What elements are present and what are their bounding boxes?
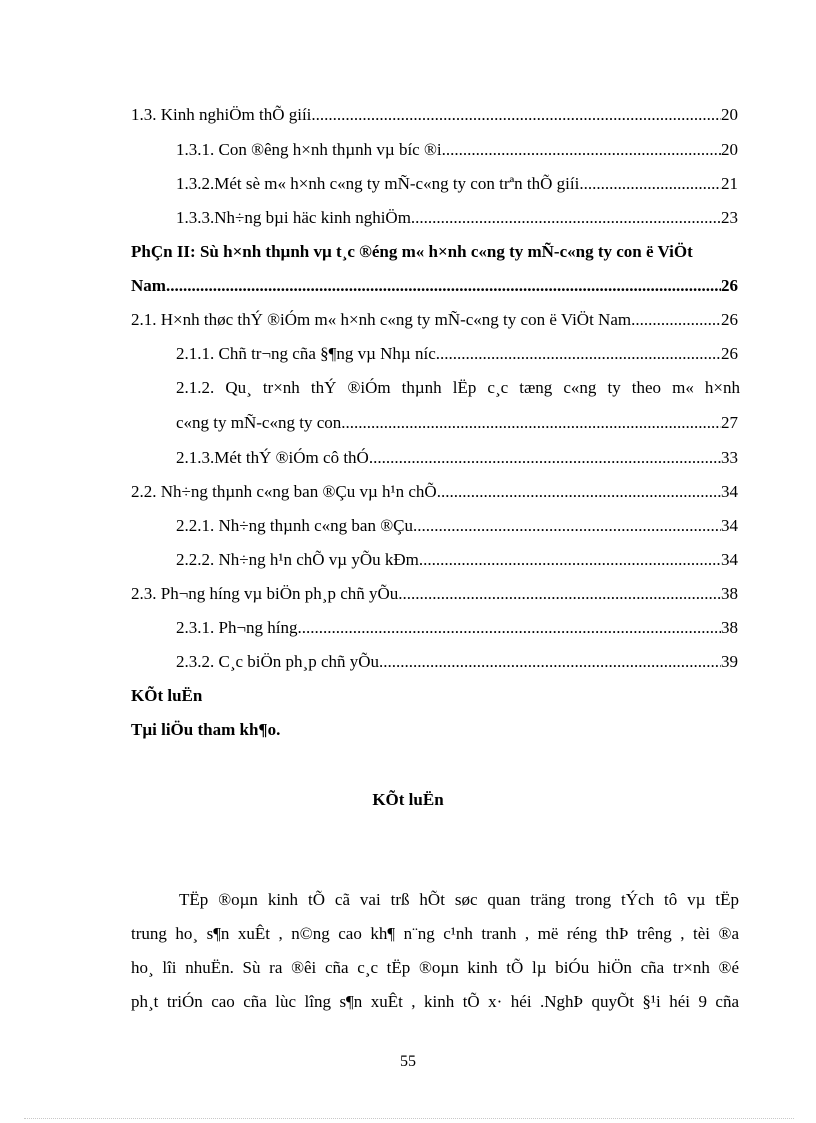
paragraph-line: trung ho¸ s¶n xuÊt , n©ng cao kh¶ n¨ng c¹nh tranh , më réng thÞ trêng , tèi ®a bbox=[131, 924, 739, 943]
section-heading: KÕt luËn bbox=[372, 790, 444, 809]
toc-entry-text: 2.3.2. C¸c biÖn ph¸p chñ yÕu bbox=[176, 652, 380, 671]
toc-page-number: 26 bbox=[721, 276, 738, 295]
toc-dot-leader bbox=[311, 103, 721, 127]
toc-page-number: 38 bbox=[721, 618, 738, 637]
toc-dot-leader bbox=[635, 308, 721, 332]
toc-entry-text: 1.3.1. Con ®êng h×nh thµnh vµ bíc ®i. bbox=[176, 140, 446, 159]
toc-dot-leader bbox=[415, 206, 721, 230]
toc-conclusion: KÕt luËn bbox=[131, 686, 203, 705]
paragraph-line: TËp ®oµn kinh tÕ cã vai trß hÕt søc quan träng trong tÝch tô vµ tËp bbox=[179, 890, 739, 909]
toc-entry-text: 2.2.2. Nh÷ng h¹n chÕ vµ yÕu kÐm bbox=[176, 550, 419, 569]
toc-dot-leader bbox=[446, 138, 721, 162]
paragraph-line: ph¸t triÓn cao cña lùc lîng s¶n xuÊt , kinh tÕ x· héi .NghÞ quyÕt §¹i héi 9 cña bbox=[131, 992, 739, 1011]
toc-entry-text: 1.3.2.Mét sè m« h×nh c«ng ty mÑ-c«ng ty con trªn thÕ giíi. bbox=[176, 174, 584, 193]
toc-entry-2-3 bbox=[131, 582, 738, 606]
toc-references: Tµi liÖu tham kh¶o. bbox=[131, 720, 281, 739]
toc-entry-1-3-3 bbox=[176, 206, 738, 230]
toc-part-2-title: PhÇn II: Sù h×nh thµnh vµ t¸c ®éng m« h×nh c«ng ty mÑ-c«ng ty con ë ViÖt bbox=[131, 242, 693, 261]
toc-entry-2-2 bbox=[131, 480, 738, 504]
toc-page-number: 34 bbox=[721, 516, 738, 535]
page-number: 55 bbox=[400, 1053, 416, 1070]
toc-entry-2-1-2-title: 2.1.2. Qu¸ tr×nh thÝ ®iÓm thµnh lËp c¸c tæng c«ng ty theo m« h×nh bbox=[176, 378, 740, 397]
toc-entry-text: 2.1.3.Mét thÝ ®iÓm cô thÓ bbox=[176, 448, 369, 467]
toc-dot-leader bbox=[437, 480, 721, 504]
toc-entry-2-2-1 bbox=[176, 514, 738, 538]
toc-dot-leader bbox=[341, 411, 721, 435]
toc-entry-2-1-3 bbox=[176, 446, 738, 470]
toc-page-number: 21 bbox=[721, 174, 738, 193]
toc-dot-leader bbox=[369, 446, 721, 470]
toc-entry-text: 2.3. Ph¬ng híng vµ biÖn ph¸p chñ yÕu bbox=[131, 584, 399, 603]
toc-entry-text: 2.2. Nh÷ng thµnh c«ng ban ®Çu vµ h¹n chÕ bbox=[131, 482, 437, 501]
toc-page-number: 23 bbox=[721, 208, 738, 227]
toc-entry-2-1 bbox=[131, 308, 738, 332]
toc-entry-text: 1.3. Kinh nghiÖm thÕ giíi bbox=[131, 105, 312, 124]
toc-entry-text: 2.1. H×nh thøc thÝ ®iÓm m« h×nh c«ng ty mÑ-c«ng ty con ë ViÖt Nam. bbox=[131, 310, 636, 329]
toc-page-number: 26 bbox=[721, 310, 738, 329]
toc-page-number: 34 bbox=[721, 550, 738, 569]
toc-dot-leader bbox=[419, 548, 721, 572]
toc-dot-leader bbox=[166, 274, 721, 298]
toc-entry-2-3-1 bbox=[176, 616, 738, 640]
toc-entry-text: Nam bbox=[131, 276, 166, 295]
toc-entry-2-3-2 bbox=[176, 650, 738, 674]
toc-page-number: 38 bbox=[721, 584, 738, 603]
toc-page-number: 20 bbox=[721, 105, 738, 124]
toc-page-number: 27 bbox=[721, 413, 738, 432]
toc-entry-text: 2.3.1. Ph¬ng híng bbox=[176, 618, 298, 637]
toc-dot-leader bbox=[584, 172, 721, 196]
toc-page-number: 34 bbox=[721, 482, 738, 501]
toc-page-number: 33 bbox=[721, 448, 738, 467]
toc-entry-2-2-2 bbox=[176, 548, 738, 572]
toc-entry-text: 2.1.1. Chñ tr¬ng cña §¶ng vµ Nhµ níc bbox=[176, 344, 436, 363]
toc-page-number: 20 bbox=[721, 140, 738, 159]
toc-page-number: 26 bbox=[721, 344, 738, 363]
toc-entry-text: 1.3.3.Nh÷ng bµi häc kinh nghiÖm. bbox=[176, 208, 416, 227]
toc-dot-leader bbox=[298, 616, 721, 640]
toc-entry-2-1-2 bbox=[176, 411, 738, 435]
toc-page-number: 39 bbox=[721, 652, 738, 671]
toc-dot-leader bbox=[436, 342, 721, 366]
toc-entry-1-3 bbox=[131, 103, 738, 127]
toc-entry-text: 2.2.1. Nh÷ng thµnh c«ng ban ®Çu bbox=[176, 516, 413, 535]
toc-dot-leader bbox=[398, 582, 721, 606]
paragraph-line: ho¸ lîi nhuËn. Sù ra ®êi cña c¸c tËp ®oµn kinh tÕ lµ biÓu hiÖn cña tr×nh ®é bbox=[131, 958, 739, 977]
toc-dot-leader bbox=[413, 514, 721, 538]
toc-dot-leader bbox=[379, 650, 721, 674]
page-bottom-divider bbox=[24, 1118, 794, 1119]
toc-entry-2-1-1 bbox=[176, 342, 738, 366]
toc-entry-1-3-2 bbox=[176, 172, 738, 196]
toc-entry-1-3-1 bbox=[176, 138, 738, 162]
toc-entry-text: c«ng ty mÑ-c«ng ty con bbox=[176, 413, 342, 432]
toc-part-2-continuation bbox=[131, 274, 738, 298]
